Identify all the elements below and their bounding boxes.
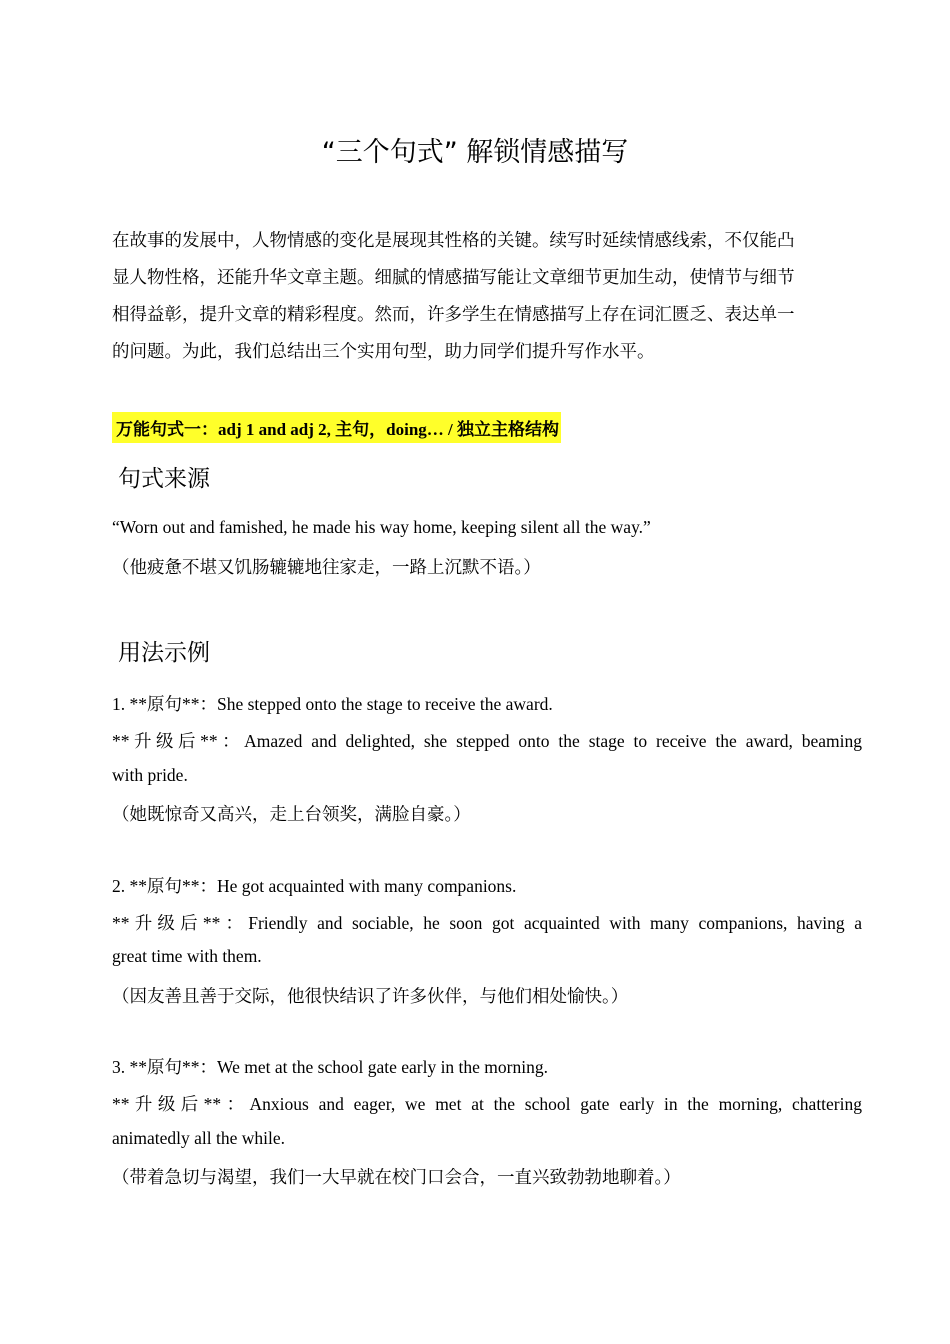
pattern-title-highlight: 万能句式一：adj 1 and adj 2, 主句，doing… / 独立主格结构 xyxy=(112,412,561,443)
example-original: 1. **原句**：She stepped onto the stage to receive the award. xyxy=(112,694,553,714)
example-upgraded-line: **升级后**：Friendly and sociable, he soon got acquainted with many companions, having a xyxy=(112,913,862,933)
example-original: 2. **原句**：He got acquainted with many companions. xyxy=(112,876,517,896)
example-upgraded-cont: great time with them. xyxy=(112,946,262,966)
example-upgraded-cont: animatedly all the while. xyxy=(112,1128,286,1148)
source-chinese: （他疲惫不堪又饥肠辘辘地往家走，一路上沉默不语。） xyxy=(112,557,541,577)
intro-line: 相得益彰，提升文章的精彩程度。然而，许多学生在情感描写上存在词汇匮乏、表达单一 xyxy=(112,304,795,324)
intro-line: 的问题。为此，我们总结出三个实用句型，助力同学们提升写作水平。 xyxy=(112,341,655,361)
example-upgraded xyxy=(112,910,862,935)
example-upgraded-cont: with pride. xyxy=(112,765,188,785)
intro-line: 在故事的发展中，人物情感的变化是展现其性格的关键。续写时延续情感线索，不仅能凸 xyxy=(112,230,795,250)
example-upgraded-line: **升级后**：Amazed and delighted, she stepped onto the stage to receive the award, beaming xyxy=(112,731,862,751)
example-upgraded xyxy=(112,1091,862,1116)
page-title: “三个句式” 解锁情感描写 xyxy=(321,137,629,168)
source-heading: 句式来源 xyxy=(118,466,210,492)
intro-line: 显人物性格，还能升华文章主题。细腻的情感描写能让文章细节更加生动，使情节与细节 xyxy=(112,267,795,287)
example-translation: （带着急切与渴望，我们一大早就在校门口会合，一直兴致勃勃地聊着。） xyxy=(112,1167,681,1187)
example-translation: （她既惊奇又高兴，走上台领奖，满脸自豪。） xyxy=(112,804,471,824)
example-translation: （因友善且善于交际，他很快结识了许多伙伴，与他们相处愉快。） xyxy=(112,986,629,1006)
intro-paragraph xyxy=(112,222,862,370)
source-english: “Worn out and famished, he made his way home, keeping silent all the way.” xyxy=(112,517,651,537)
example-original: 3. **原句**：We met at the school gate early in the morning. xyxy=(112,1057,548,1077)
example-upgraded xyxy=(112,728,862,753)
example-upgraded-line: **升级后**：Anxious and eager, we met at the school gate early in the morning, chattering xyxy=(112,1094,862,1114)
examples-heading: 用法示例 xyxy=(118,640,210,666)
